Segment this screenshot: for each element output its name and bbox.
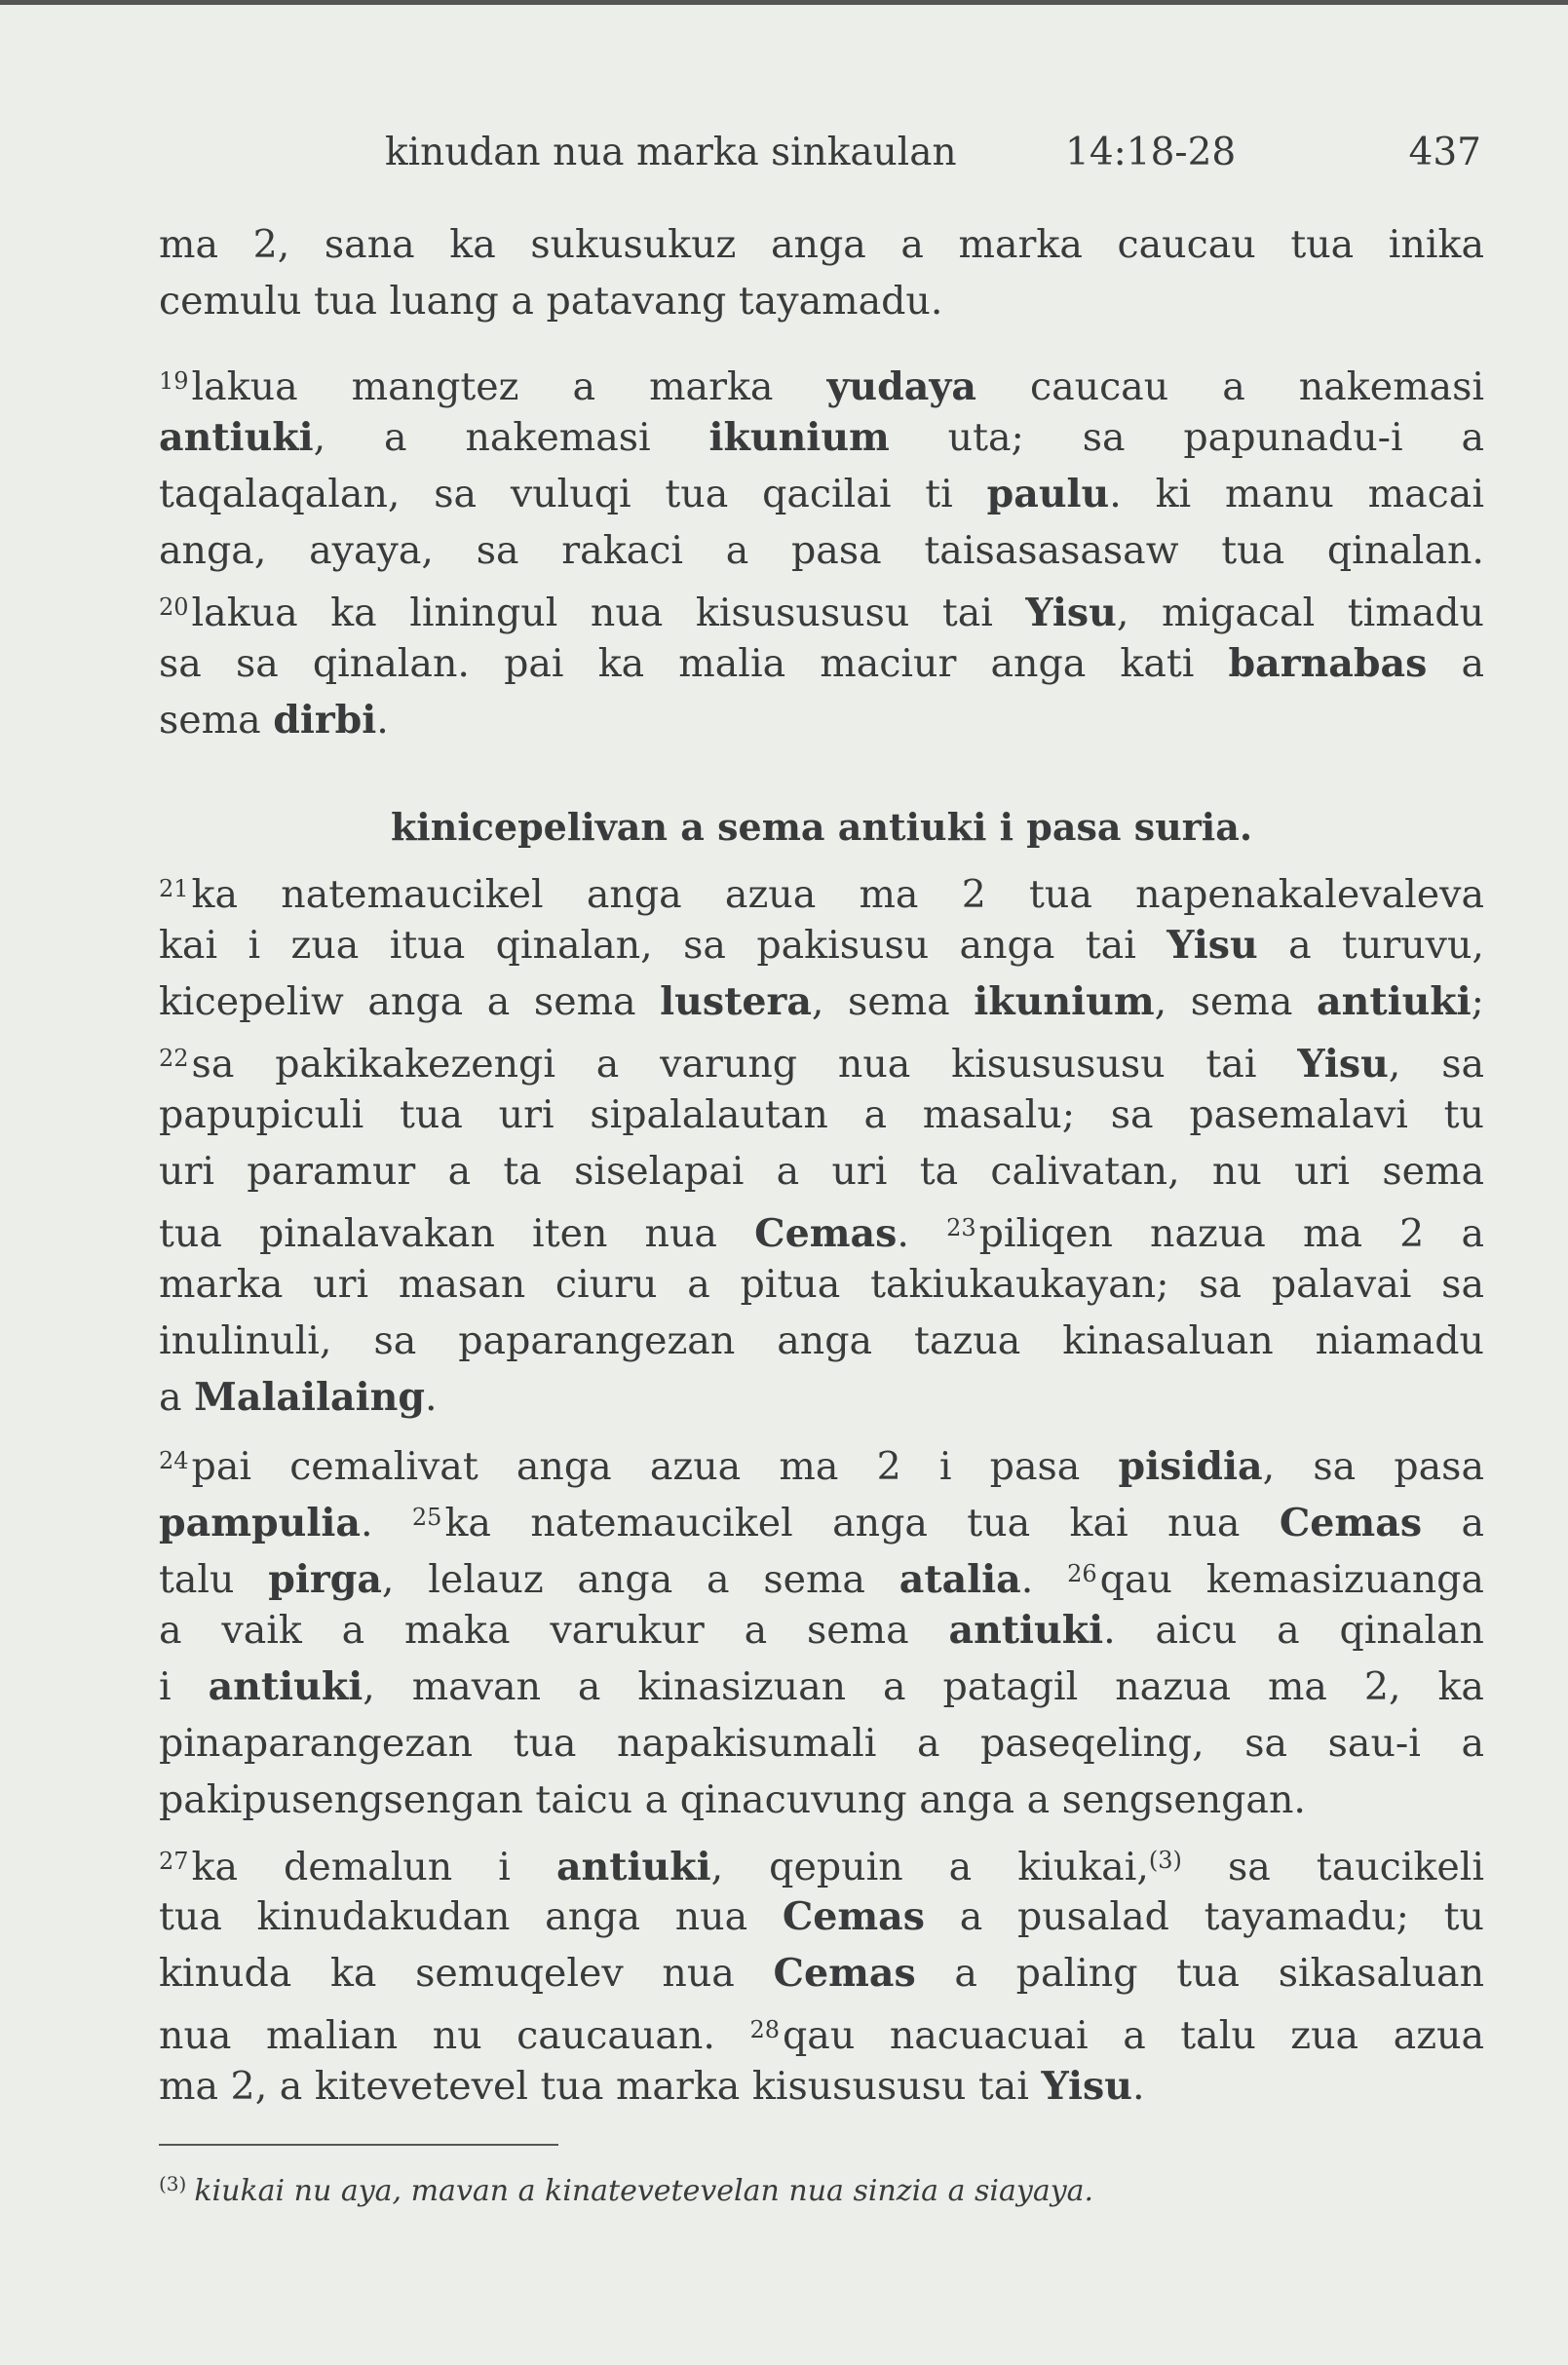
text-line bbox=[159, 1030, 1484, 1087]
text-run: ; bbox=[1471, 979, 1484, 1024]
text-run: sa taucikeli bbox=[1181, 1845, 1484, 1889]
text-line bbox=[159, 1256, 1484, 1313]
verse-number: 22 bbox=[159, 1045, 189, 1072]
footnote-text: kiukai nu aya, mavan a kinatevetevelan nua sinzia a siayaya. bbox=[194, 2174, 1094, 2208]
proper-name: paulu bbox=[986, 472, 1110, 516]
text-line bbox=[159, 1772, 1484, 1828]
proper-name: atalia bbox=[899, 1557, 1021, 1602]
text-run: , migacal timadu bbox=[1116, 591, 1484, 635]
text-run: . ki manu macai bbox=[1109, 472, 1484, 516]
text-run: ka natemaucikel anga azua ma 2 tua napenakalevaleva bbox=[191, 872, 1484, 917]
proper-name: antiuki bbox=[1317, 979, 1472, 1024]
text-run: qau nacuacuai a talu zua azua bbox=[783, 2013, 1484, 2058]
text-run: , sa pasa bbox=[1262, 1444, 1484, 1489]
running-header bbox=[385, 125, 1481, 181]
text-run: . bbox=[424, 1375, 438, 1420]
text-run: uta; sa papunadu-i a bbox=[889, 415, 1484, 460]
text-line bbox=[159, 1489, 1484, 1545]
text-run: . bbox=[897, 1211, 947, 1256]
text-run: , sema bbox=[1154, 979, 1318, 1024]
text-run: tua pinalavakan iten nua bbox=[159, 1211, 755, 1256]
text-run: . bbox=[376, 698, 389, 743]
text-run: a bbox=[159, 1375, 195, 1420]
text-line bbox=[159, 2002, 1484, 2058]
text-run: , mavan a kinasizuan a patagil nazua ma 2, ka bbox=[363, 1664, 1484, 1709]
proper-name: Yisu bbox=[1025, 591, 1117, 635]
text-line bbox=[159, 2058, 1484, 2115]
text-run: sa pakikakezengi a varung nua kisusususu tai bbox=[191, 1042, 1298, 1087]
text-line bbox=[159, 1945, 1484, 2002]
text-run: qau kemasizuanga bbox=[1099, 1557, 1484, 1602]
verse-number: 26 bbox=[1067, 1560, 1097, 1587]
verse-number: 21 bbox=[159, 875, 189, 902]
page-number: 437 bbox=[1408, 131, 1481, 174]
text-run: inulinuli, sa paparangezan anga tazua kinasaluan niamadu bbox=[159, 1318, 1484, 1363]
proper-name: Malailaing bbox=[194, 1375, 425, 1420]
text-run: ma 2, sana ka sukusukuz anga a marka caucau tua inika bbox=[159, 222, 1484, 267]
text-run: pinaparangezan tua napakisumali a paseqeling, sa sau-i a bbox=[159, 1721, 1484, 1766]
verse-number: 25 bbox=[411, 1504, 442, 1531]
text-line bbox=[159, 1715, 1484, 1772]
text-run: piliqen nazua ma 2 a bbox=[978, 1211, 1485, 1256]
proper-name: dirbi bbox=[273, 698, 377, 743]
header-title: kinudan nua marka sinkaulan bbox=[385, 131, 957, 174]
text-run: sa sa qinalan. pai ka malia maciur anga kati bbox=[159, 641, 1229, 686]
proper-name: antiuki bbox=[948, 1608, 1104, 1653]
text-line bbox=[159, 917, 1484, 973]
text-run: , lelauz anga a sema bbox=[381, 1557, 899, 1602]
proper-name: Cemas bbox=[773, 1951, 916, 1996]
verse-number: 24 bbox=[159, 1447, 189, 1474]
text-line bbox=[159, 1888, 1484, 1945]
section-heading: kinicepelivan a sema antiuki i pasa suria. bbox=[390, 805, 1253, 849]
footnote bbox=[159, 2159, 1484, 2208]
text-line bbox=[159, 973, 1484, 1030]
proper-name: yudaya bbox=[826, 364, 976, 409]
text-line bbox=[159, 860, 1484, 917]
text-run: pakipusengsengan taicu a qinacuvung anga a sengsengan. bbox=[159, 1777, 1306, 1822]
text-run: a turuvu, bbox=[1257, 923, 1484, 968]
text-run: cemulu tua luang a patavang tayamadu. bbox=[159, 279, 943, 324]
text-run: , sa bbox=[1388, 1042, 1485, 1087]
text-run: a vaik a maka varukur a sema bbox=[159, 1608, 949, 1653]
text-run: . bbox=[360, 1501, 412, 1545]
text-run: a bbox=[1422, 1501, 1484, 1545]
text-line bbox=[159, 1143, 1484, 1200]
verse-number: 19 bbox=[159, 367, 189, 395]
text-line bbox=[159, 579, 1484, 635]
text-line bbox=[159, 1659, 1484, 1715]
proper-name: barnabas bbox=[1228, 641, 1428, 686]
text-line bbox=[159, 1832, 1484, 1888]
text-run: sema bbox=[159, 698, 274, 743]
verse-number: 20 bbox=[159, 593, 189, 621]
text-run: kinuda ka semuqelev nua bbox=[159, 1951, 774, 1996]
proper-name: Cemas bbox=[1279, 1501, 1423, 1545]
text-line bbox=[159, 1087, 1484, 1143]
text-line bbox=[159, 635, 1484, 692]
text-run: anga, ayaya, sa rakaci a pasa taisasasasaw tua qinalan. bbox=[159, 528, 1484, 573]
text-line bbox=[159, 409, 1484, 466]
text-run: taqalaqalan, sa vuluqi tua qacilai ti bbox=[159, 472, 987, 516]
text-run: a bbox=[1427, 641, 1485, 686]
text-run: lakua mangtez a marka bbox=[191, 364, 827, 409]
text-run: . bbox=[1131, 2064, 1145, 2109]
text-run: . aicu a qinalan bbox=[1103, 1608, 1484, 1653]
text-run: papupiculi tua uri sipalalautan a masalu; sa pasemalavi tu bbox=[159, 1092, 1484, 1137]
text-run: kicepeliw anga a sema bbox=[159, 979, 661, 1024]
text-run: lakua ka liningul nua kisusususu tai bbox=[191, 591, 1026, 635]
header-reference: 14:18-28 bbox=[1065, 131, 1237, 174]
verse-number: 23 bbox=[946, 1214, 976, 1241]
proper-name: ikunium bbox=[974, 979, 1155, 1024]
text-run: talu bbox=[159, 1557, 269, 1602]
proper-name: Yisu bbox=[1166, 923, 1258, 968]
text-run: i bbox=[159, 1664, 209, 1709]
verse-number: 28 bbox=[749, 2016, 781, 2043]
text-line bbox=[159, 1313, 1484, 1369]
text-run: kai i zua itua qinalan, sa pakisusu anga tai bbox=[159, 923, 1167, 968]
text-run: , a nakemasi bbox=[313, 415, 709, 460]
proper-name: Cemas bbox=[754, 1211, 898, 1256]
section-heading-line bbox=[159, 799, 1484, 856]
text-run: , sema bbox=[811, 979, 975, 1024]
text-run: a paling tua sikasaluan bbox=[915, 1951, 1485, 1996]
text-run: ma 2, a kitevetevel tua marka kisusususu tai bbox=[159, 2064, 1042, 2109]
text-run: nua malian nu caucauan. bbox=[159, 2013, 750, 2058]
proper-name: Yisu bbox=[1041, 2064, 1132, 2109]
text-run: marka uri masan ciuru a pitua takiukaukayan; sa palavai sa bbox=[159, 1262, 1484, 1307]
text-run: . bbox=[1020, 1557, 1068, 1602]
text-line bbox=[159, 692, 1484, 748]
top-edge-rule bbox=[0, 0, 1568, 5]
proper-name: antiuki bbox=[159, 415, 314, 460]
text-run: , qepuin a kiukai, bbox=[710, 1845, 1149, 1889]
text-line bbox=[159, 1200, 1484, 1256]
proper-name: ikunium bbox=[708, 415, 890, 460]
text-line bbox=[159, 466, 1484, 522]
text-line bbox=[159, 1369, 1484, 1426]
text-run: ka natemaucikel anga tua kai nua bbox=[444, 1501, 1280, 1545]
text-line bbox=[159, 273, 1484, 329]
proper-name: pisidia bbox=[1118, 1444, 1263, 1489]
proper-name: Yisu bbox=[1297, 1042, 1389, 1087]
text-line bbox=[159, 1545, 1484, 1602]
text-run: uri paramur a ta siselapai a uri ta calivatan, nu uri sema bbox=[159, 1149, 1484, 1194]
text-run: caucau a nakemasi bbox=[975, 364, 1484, 409]
text-line bbox=[159, 522, 1484, 579]
text-run: a pusalad tayamadu; tu bbox=[925, 1894, 1484, 1939]
text-run: pai cemalivat anga azua ma 2 i pasa bbox=[191, 1444, 1119, 1489]
footnote-marker: (3) bbox=[159, 2172, 187, 2195]
text-line bbox=[159, 1432, 1484, 1489]
proper-name: Cemas bbox=[782, 1894, 926, 1939]
verse-number: 27 bbox=[159, 1848, 189, 1875]
proper-name: pampulia bbox=[159, 1501, 361, 1545]
text-run: ka demalun i bbox=[191, 1845, 556, 1889]
proper-name: antiuki bbox=[208, 1664, 363, 1709]
proper-name: lustera bbox=[660, 979, 812, 1024]
text-line bbox=[159, 1602, 1484, 1659]
footnote-rule bbox=[159, 2144, 558, 2146]
text-run: tua kinudakudan anga nua bbox=[159, 1894, 783, 1939]
text-line bbox=[159, 353, 1484, 409]
proper-name: pirga bbox=[268, 1557, 382, 1602]
footnote-reference: (3) bbox=[1148, 1847, 1182, 1874]
proper-name: antiuki bbox=[555, 1845, 711, 1889]
text-line bbox=[159, 216, 1484, 273]
